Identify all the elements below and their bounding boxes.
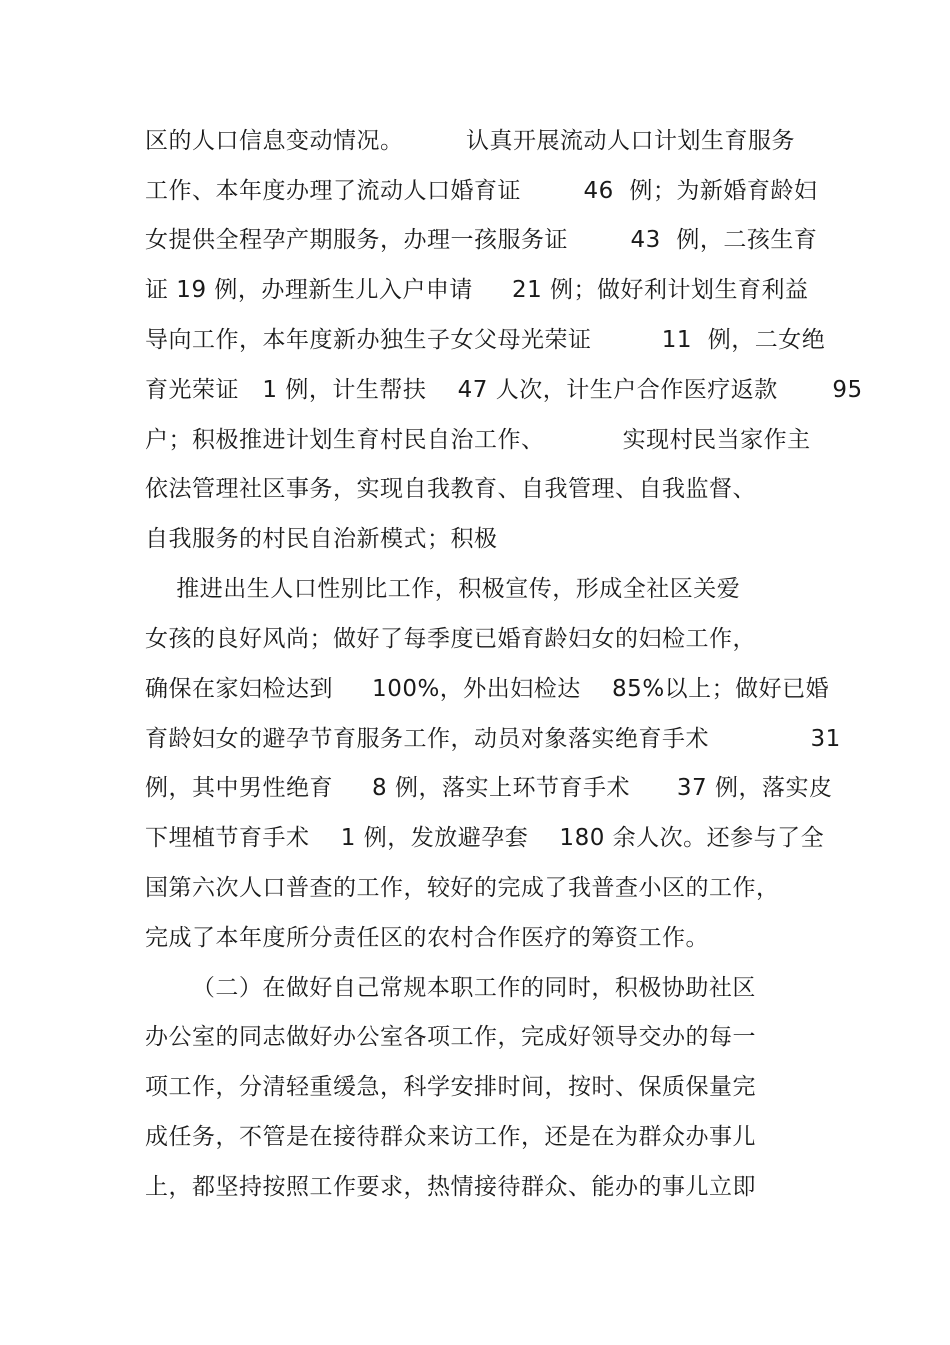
text-line: 完成了本年度所分责任区的农村合作医疗的筹资工作。 [145,925,709,951]
text-line: 例，其中男性绝育 8 例，落实上环节育手术 37 例，落实皮 [145,775,833,801]
text-line: 依法管理社区事务，实现自我教育、自我管理、自我监督、 [145,476,756,502]
text-line: 成任务，不管是在接待群众来访工作，还是在为群众办事儿 [145,1124,756,1150]
text-line: 自我服务的村民自治新模式；积极 [145,526,498,552]
text-line: 工作、本年度办理了流动人口婚育证 46 例；为新婚育龄妇 [145,178,818,204]
text-line: 办公室的同志做好办公室各项工作，完成好领导交办的每一 [145,1024,756,1050]
text-line: 女提供全程孕产期服务，办理一孩服务证 43 例，二孩生育 [145,227,818,253]
text-line: 女孩的良好风尚；做好了每季度已婚育龄妇女的妇检工作， [145,626,756,652]
text-line: 推进出生人口性别比工作，积极宣传，形成全社区关爱 [145,576,741,602]
text-line: 确保在家妇检达到 100%，外出妇检达 85%以上；做好已婚 [145,676,830,702]
text-line: 下埋植节育手术 1 例，发放避孕套 180 余人次。还参与了全 [145,825,825,851]
text-line: 证 19 例，办理新生儿入户申请 21 例；做好利计划生育利益 [145,277,809,303]
text-line: 导向工作，本年度新办独生子女父母光荣证 11 例，二女绝 [145,327,826,353]
text-line: 国第六次人口普查的工作，较好的完成了我普查小区的工作， [145,875,780,901]
text-line: 上，都坚持按照工作要求，热情接待群众、能办的事儿立即 [145,1174,756,1200]
text-line: 育龄妇女的避孕节育服务工作，动员对象落实绝育手术 31 [145,726,841,752]
text-line: 育光荣证 1 例，计生帮扶 47 人次，计生户合作医疗返款 95 [145,377,863,403]
text-line: 项工作，分清轻重缓急，科学安排时间，按时、保质保量完 [145,1074,756,1100]
text-line: 区的人口信息变动情况。 认真开展流动人口计划生育服务 [145,128,795,154]
text-line: （二）在做好自己常规本职工作的同时，积极协助社区 [145,975,756,1001]
text-line: 户；积极推进计划生育村民自治工作、 实现村民当家作主 [145,427,811,453]
